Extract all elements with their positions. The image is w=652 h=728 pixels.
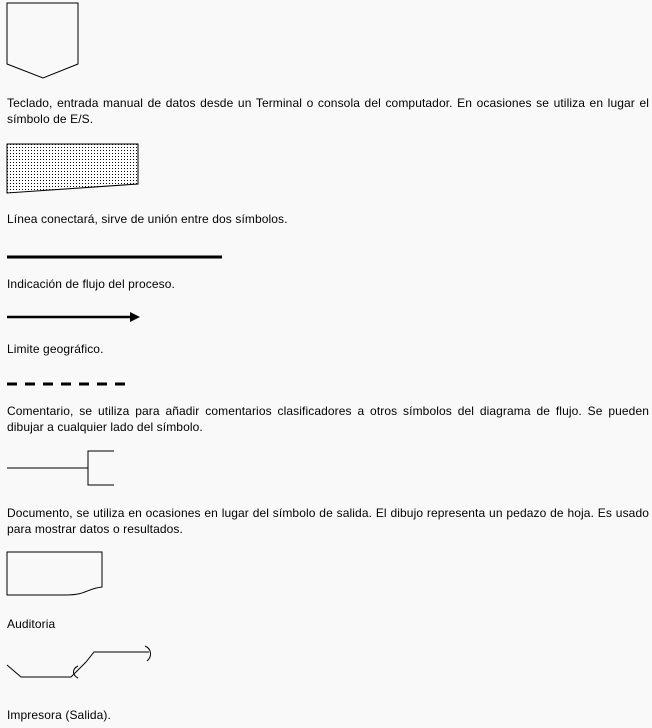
connector-line-description: Línea conectará, sirve de unión entre dos símbolos. <box>7 212 288 226</box>
off-page-connector-symbol <box>6 2 80 80</box>
connector-line-symbol <box>6 252 226 262</box>
dashed-line-symbol <box>6 379 136 389</box>
audit-description: Auditoria <box>7 617 56 631</box>
flow-arrow-symbol <box>6 310 146 324</box>
flow-direction-description: Indicación de flujo del proceso. <box>7 277 175 291</box>
printer-description: Impresora (Salida). <box>7 708 111 722</box>
printer-symbol <box>6 642 156 682</box>
comment-description: Comentario, se utiliza para añadir comentarios clasificadores a otros símbolos del diagrama de flujo. Se pueden dibujar a cualquier lado del símbolo. <box>7 404 649 434</box>
document-description: Documento, se utiliza en ocasiones en lugar del símbolo de salida. El dibujo representa un pedazo de hoja. Es usado para mostrar datos o resultados. <box>7 506 649 536</box>
keyboard-input-symbol <box>6 143 142 195</box>
document-symbol <box>6 551 106 599</box>
keyboard-description: Teclado, entrada manual de datos desde un Terminal o consola del computador. En ocasiones se utiliza en lugar el símbolo de E/S. <box>7 96 649 126</box>
comment-symbol <box>6 449 118 489</box>
geographic-limit-description: Limite geográfico. <box>7 342 104 356</box>
